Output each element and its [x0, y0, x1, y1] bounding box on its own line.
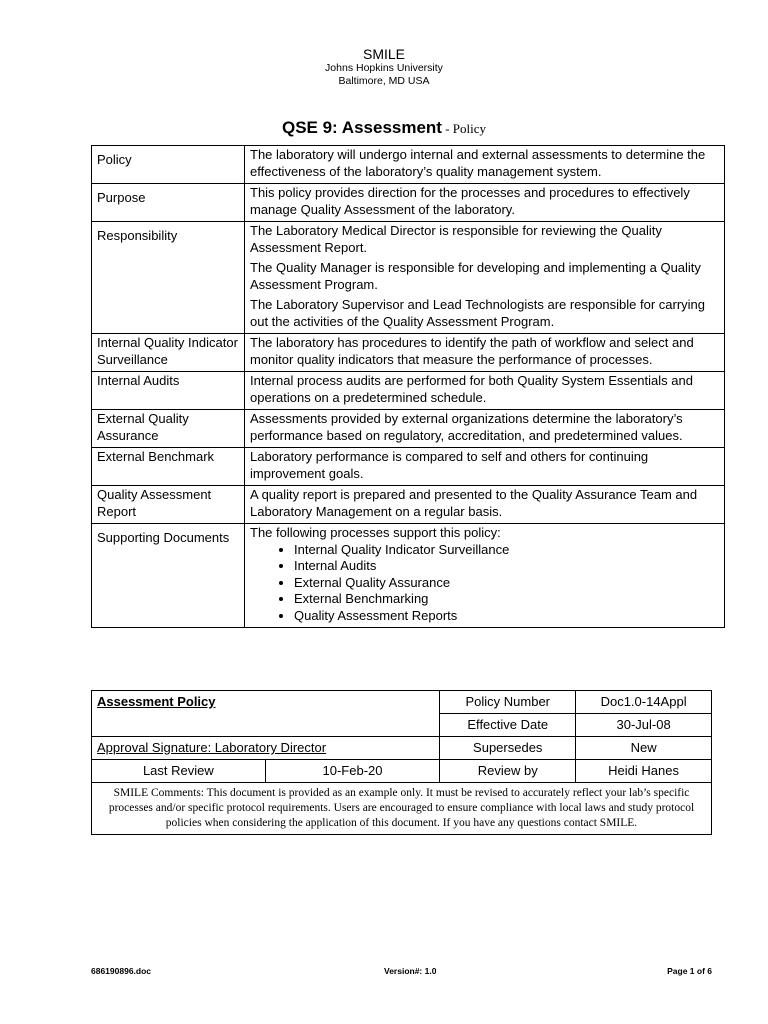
responsibility-para: The Quality Manager is responsible for developing and implementing a Quality Assessment Program. [250, 260, 701, 292]
row-supporting [92, 524, 725, 628]
row-label: Supporting Documents [92, 524, 245, 628]
row-label: Quality Assessment Report [92, 486, 245, 524]
location: Baltimore, MD USA [338, 75, 430, 87]
doc-title: Assessment Policy [97, 694, 216, 709]
document-control-table [91, 690, 712, 835]
list-item: • External Quality Assurance [294, 575, 719, 592]
document-header [0, 46, 768, 88]
responsibility-para: The Laboratory Medical Director is responsible for reviewing the Quality Assessment Report. [250, 223, 662, 255]
effective-date-label: Effective Date [440, 714, 576, 737]
supporting-intro: The following processes support this policy: [250, 525, 501, 540]
list-item: • Internal Audits [294, 558, 719, 575]
list-item: • Quality Assessment Reports [294, 608, 719, 625]
row-text: Laboratory performance is compared to self and others for continuing improvement goals. [245, 448, 725, 486]
org-name: SMILE [362, 46, 405, 62]
page-title [0, 118, 768, 138]
footer-page: Page 1 of 6 [667, 966, 712, 976]
row-text: Assessments provided by external organizations determine the laboratory’s performance based on regulatory, accreditation, and predetermined values. [245, 410, 725, 448]
policy-number: Doc1.0-14Appl [576, 691, 712, 714]
review-by: Heidi Hanes [576, 760, 712, 783]
row-qa-report [92, 486, 725, 524]
row-label: Internal Quality Indicator Surveillance [92, 334, 245, 372]
review-by-label: Review by [440, 760, 576, 783]
row-external-qa [92, 410, 725, 448]
row-label: Policy [92, 146, 245, 184]
approval-cell [92, 737, 440, 760]
university-name: Johns Hopkins University [325, 62, 443, 74]
row-internal-qi [92, 334, 725, 372]
doc-title-cell [92, 691, 440, 737]
row-text: A quality report is prepared and presented to the Quality Assurance Team and Laboratory Management on a regular basis. [245, 486, 725, 524]
responsibility-para: The Laboratory Supervisor and Lead Technologists are responsible for carrying out the activities of the Quality Assessment Program. [250, 297, 706, 329]
row-internal-audits [92, 372, 725, 410]
approval-signature: Approval Signature: Laboratory Director [97, 740, 327, 755]
row-text: This policy provides direction for the processes and procedures to effectively manage Quality Assessment of the laboratory. [245, 184, 725, 222]
policy-number-label: Policy Number [440, 691, 576, 714]
supersedes-label: Supersedes [440, 737, 576, 760]
supersedes: New [576, 737, 712, 760]
row-label: Responsibility [92, 222, 245, 334]
row-text: The laboratory will undergo internal and external assessments to determine the effectiveness of the laboratory’s quality management system. [245, 146, 725, 184]
last-review-label: Last Review [92, 760, 266, 783]
row-label: External Benchmark [92, 448, 245, 486]
row-text [245, 524, 725, 628]
row-purpose [92, 184, 725, 222]
footer-filename: 686190896.doc [91, 966, 152, 976]
list-item: • Internal Quality Indicator Surveillance [294, 542, 719, 559]
title-kind: - Policy [441, 121, 487, 136]
policy-table [91, 145, 725, 628]
row-external-bench [92, 448, 725, 486]
list-item: • External Benchmarking [294, 591, 719, 608]
smile-comments: SMILE Comments: This document is provided as an example only. It must be revised to accurately reflect your lab’s specific processes and/or specific protocol requirements. Users are encouraged to ensure compliance with local laws and study protocol policies when considering the application of this document. If you have any questions contact SMILE. [92, 783, 712, 835]
row-text [245, 222, 725, 334]
row-label: Purpose [92, 184, 245, 222]
last-review: 10-Feb-20 [265, 760, 440, 783]
row-label: External Quality Assurance [92, 410, 245, 448]
footer-version: Version#: 1.0 [384, 966, 437, 976]
row-responsibility [92, 222, 725, 334]
supporting-list [250, 542, 719, 625]
row-text: The laboratory has procedures to identify the path of workflow and select and monitor quality indicators that measure the performance of processes. [245, 334, 725, 372]
row-label: Internal Audits [92, 372, 245, 410]
row-policy [92, 146, 725, 184]
row-text: Internal process audits are performed for both Quality System Essentials and operations on a predetermined schedule. [245, 372, 725, 410]
title-main: QSE 9: Assessment [281, 118, 442, 137]
effective-date: 30-Jul-08 [576, 714, 712, 737]
